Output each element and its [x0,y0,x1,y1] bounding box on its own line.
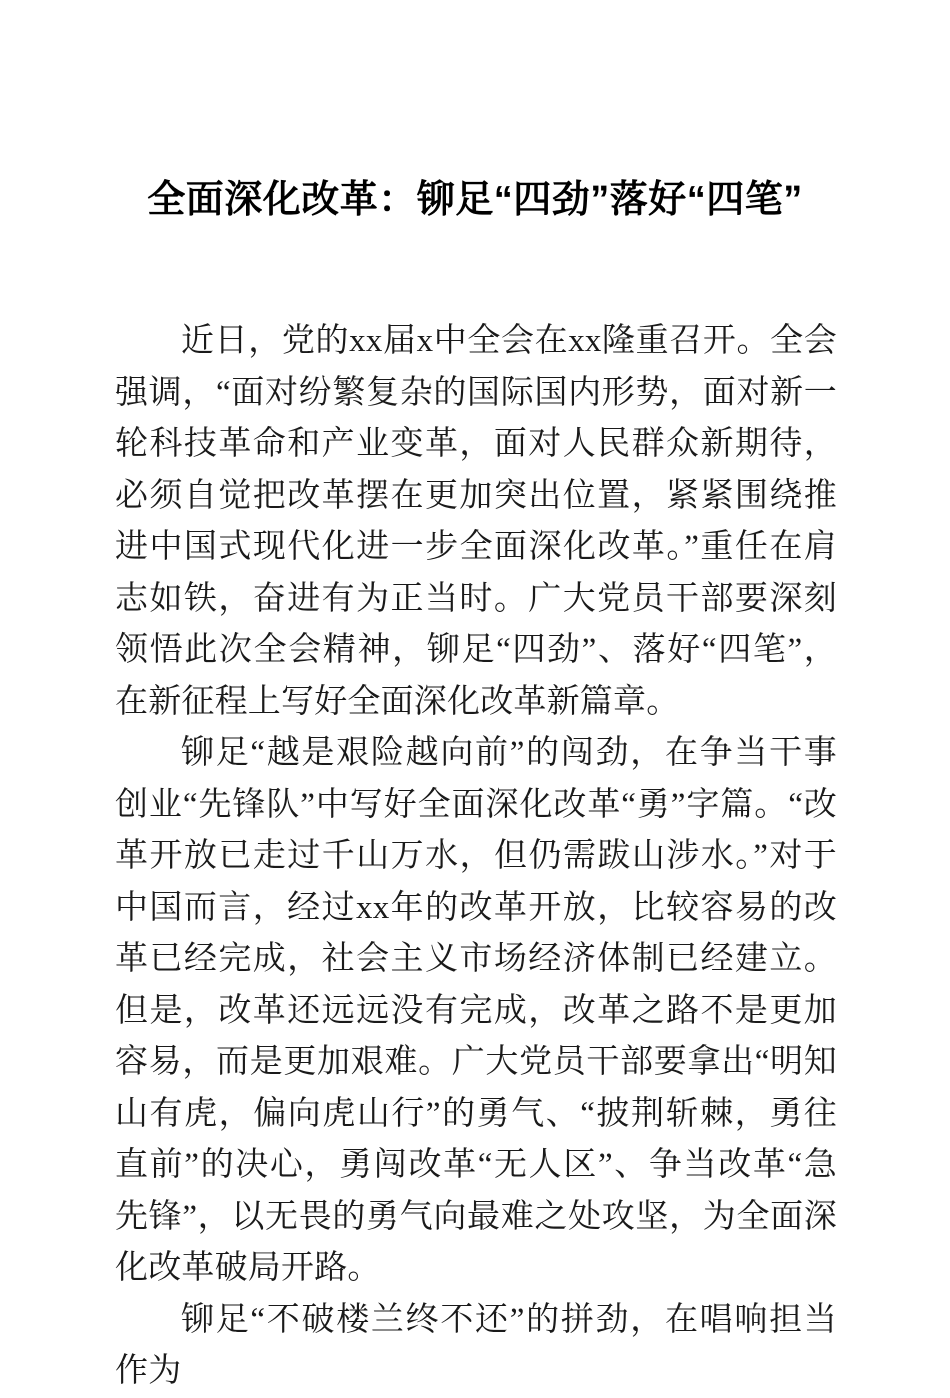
page-title: 全面深化改革：铆足“四劲”落好“四笔” [147,179,803,221]
document-body [115,316,837,1398]
paragraph-3: 铆足“不破楼兰终不还”的拼劲，在唱响担当作为 [115,1301,837,1389]
paragraph-1: 近日，党的xx届x中全会在xx隆重召开。全会强调，“面对纷繁复杂的国际国内形势，面对新一轮科技革命和产业变革，面对人民群众新期待，必须自觉把改革摆在更加突出位置，紧紧围绕推进中国式现代化进一步全面深化改革。”重任在肩志如铁，奋进有为正当时。广大党员干部要深刻领悟此次全会精神，铆足“四劲”、落好“四笔”，在新征程上写好全面深化改革新篇章。 [115,323,837,720]
paragraph-2: 铆足“越是艰险越向前”的闯劲，在争当干事创业“先锋队”中写好全面深化改革“勇”字篇。“改革开放已走过千山万水，但仍需跋山涉水。”对于中国而言，经过xx年的改革开放，比较容易的改革已经完成，社会主义市场经济体制已经建立。但是，改革还远远没有完成，改革之路不是更加容易，而是更加艰难。广大党员干部要拿出“明知山有虎，偏向虎山行”的勇气、“披荆斩棘，勇往直前”的决心，勇闯改革“无人区”、争当改革“急先锋”，以无畏的勇气向最难之处攻坚，为全面深化改革破局开路。 [115,735,838,1286]
